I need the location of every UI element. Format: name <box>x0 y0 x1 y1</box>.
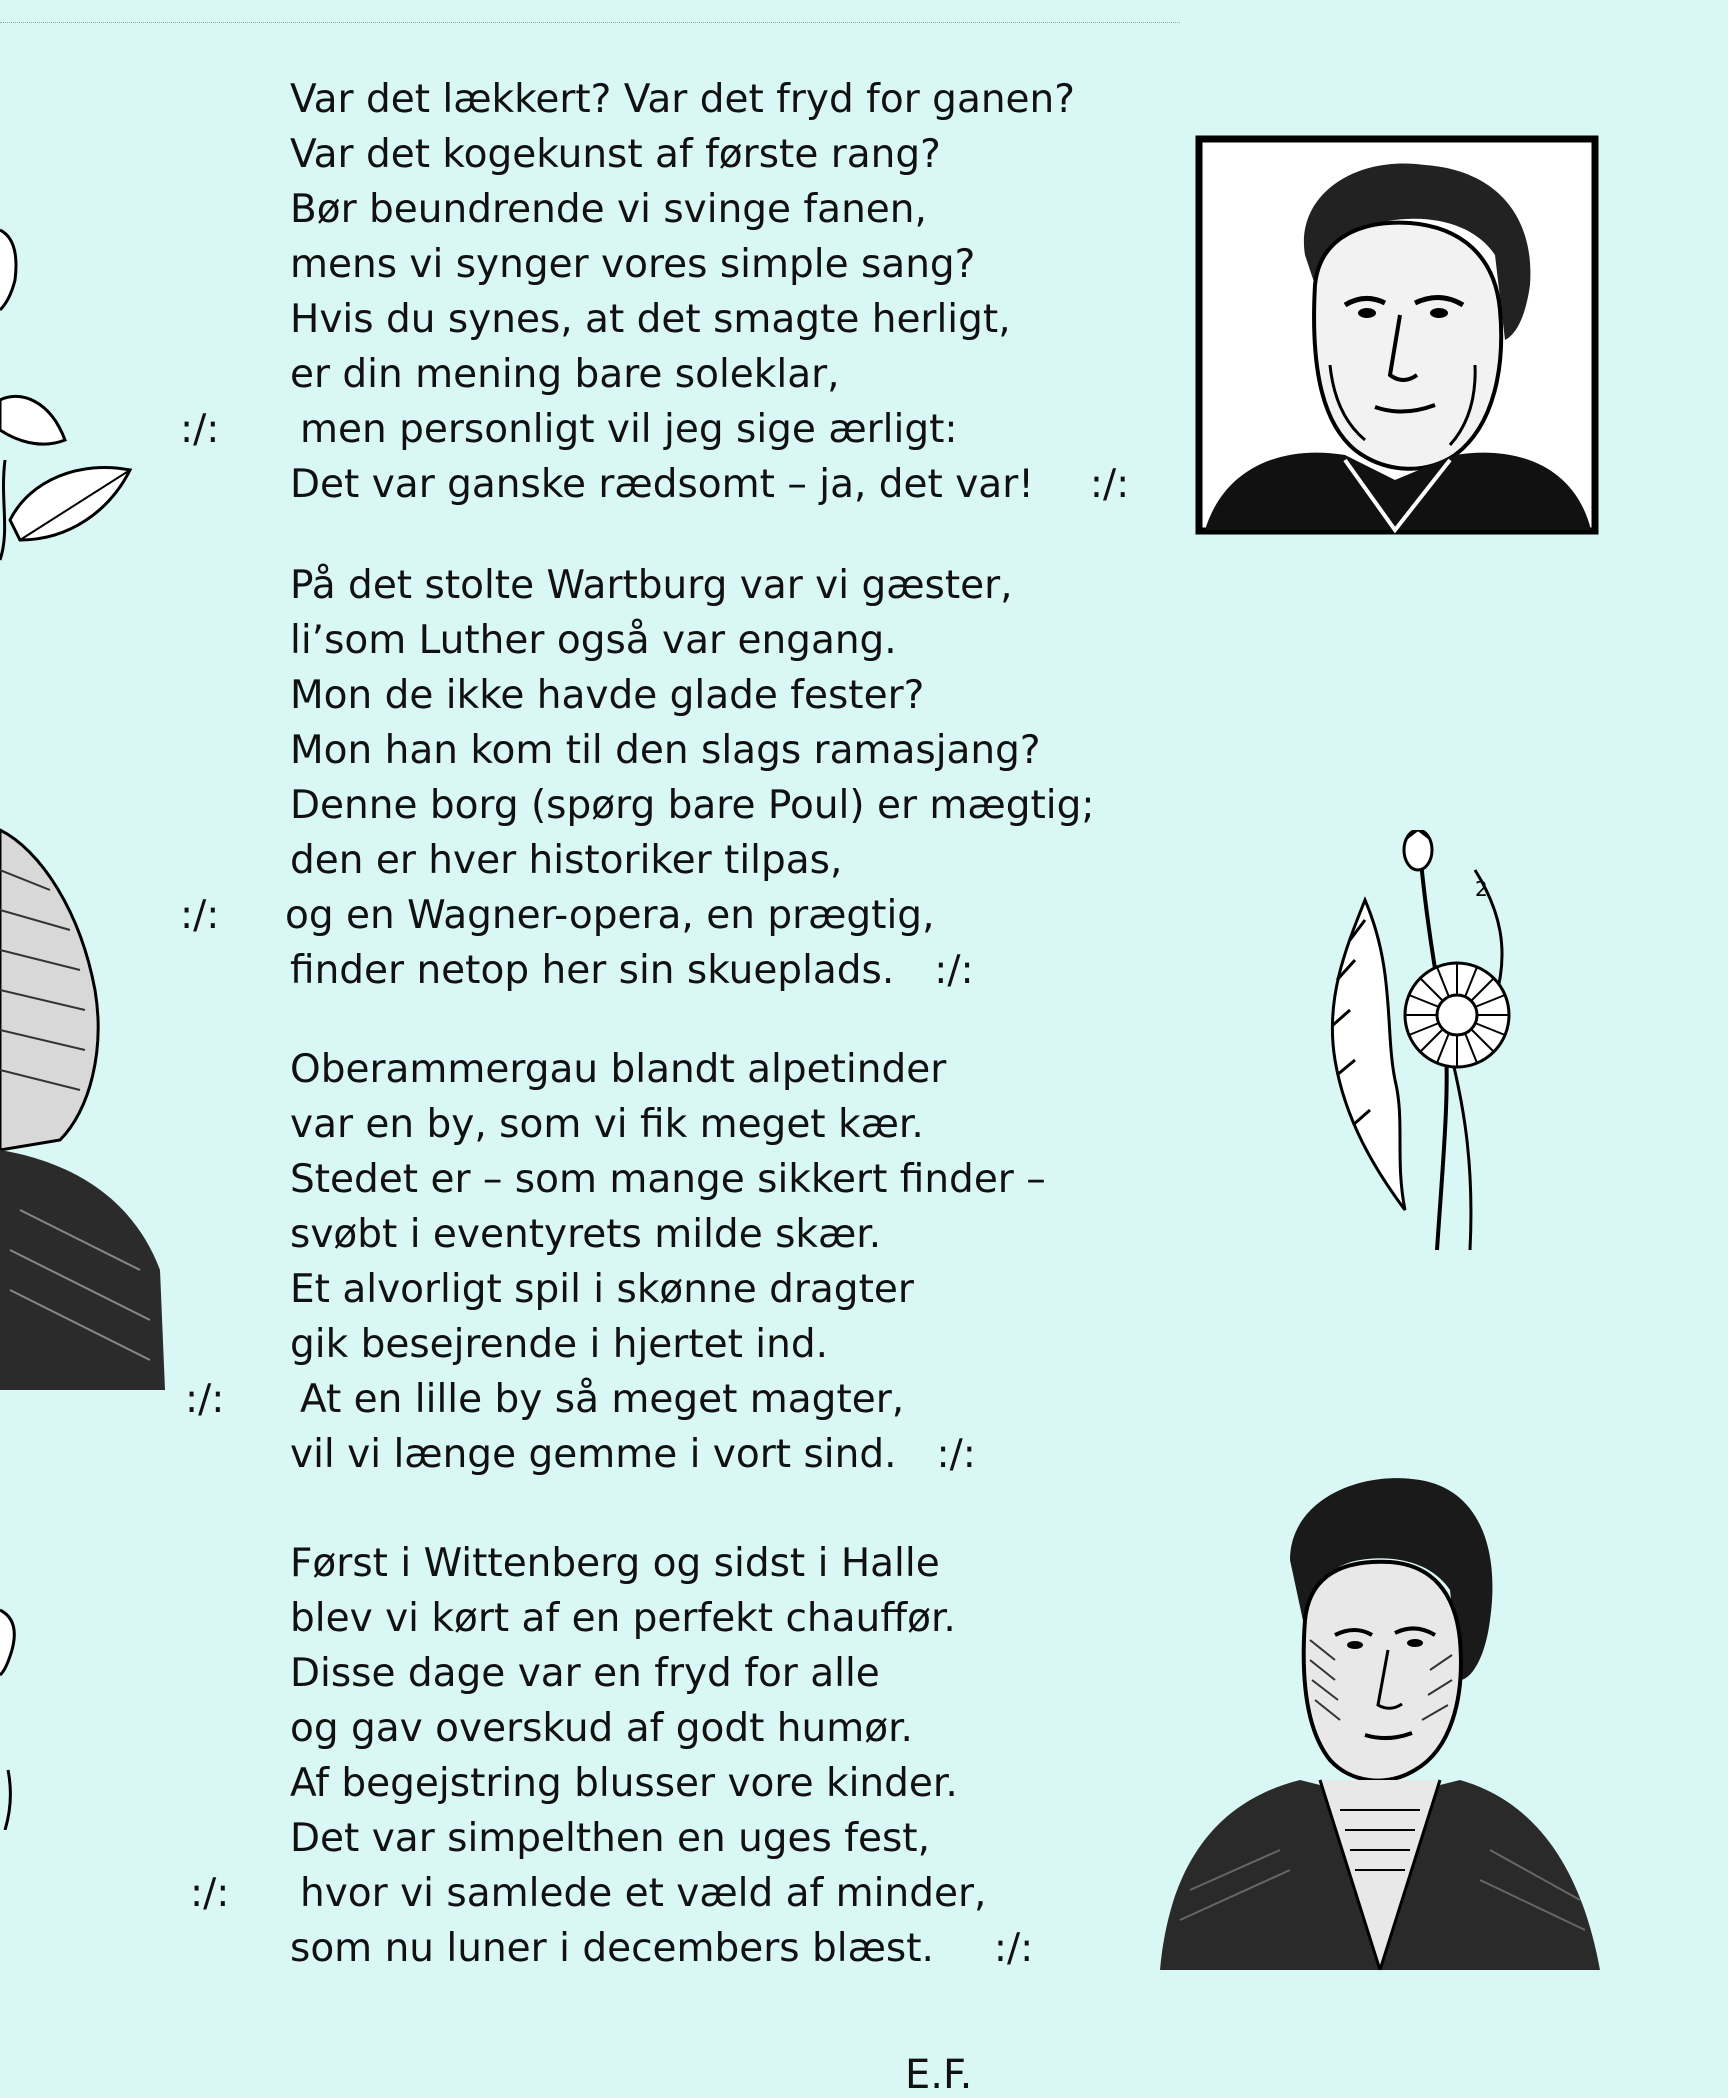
verse-line: :/: At en lille by så meget magter, <box>290 1372 1190 1427</box>
verse-line: og gav overskud af godt humør. <box>290 1706 913 1751</box>
verse-line: Et alvorligt spil i skønne dragter <box>290 1267 914 1312</box>
verse-line: vil vi længe gemme i vort sind. :/: <box>290 1432 976 1477</box>
top-rule <box>0 22 1180 23</box>
verse-line: Det var ganske rædsomt – ja, det var! :/: <box>290 462 1130 507</box>
verse-line: Disse dage var en fryd for alle <box>290 1651 880 1696</box>
stanza-4 <box>190 1536 1190 1976</box>
verse-line: :/: hvor vi samlede et væld af minder, <box>290 1866 1190 1921</box>
verse-line: den er hver historiker tilpas, <box>290 838 843 883</box>
verse-line: Denne borg (spørg bare Poul) er mægtig; <box>290 783 1095 828</box>
repeat-start-mark: :/: <box>185 1377 225 1422</box>
verse-line: Stedet er – som mange sikkert finder – <box>290 1157 1046 1202</box>
framed-portrait-illustration <box>1195 135 1601 537</box>
verse-line: :/: men personligt vil jeg sige ærligt: <box>290 402 1190 457</box>
engraved-portrait-illustration <box>1160 1470 1600 1970</box>
author-signature: E.F. <box>905 2052 973 2098</box>
leaf-illustration-partial <box>0 200 140 580</box>
verse-line: Først i Wittenberg og sidst i Halle <box>290 1541 940 1586</box>
verse-line: svøbt i eventyrets milde skær. <box>290 1212 882 1257</box>
verse-line: Bør beundrende vi svinge fanen, <box>290 187 927 232</box>
verse-line: Oberammergau blandt alpetinder <box>290 1047 947 1092</box>
verse-line: Var det lækkert? Var det fryd for ganen? <box>290 77 1075 122</box>
verse-line: Af begejstring blusser vore kinder. <box>290 1761 958 1806</box>
repeat-start-mark: :/: <box>180 407 220 452</box>
flower-icon <box>1325 830 1535 1260</box>
verse-line: mens vi synger vores simple sang? <box>290 242 976 287</box>
verse-line: som nu luner i decembers blæst. :/: <box>290 1926 1034 1971</box>
verse-line: Det var simpelthen en uges fest, <box>290 1816 930 1861</box>
verse-line: blev vi kørt af en perfekt chauffør. <box>290 1596 956 1641</box>
flower-illustration-partial <box>0 1590 40 1830</box>
verse-line: Mon de ikke havde glade fester? <box>290 673 925 718</box>
stanza-1 <box>180 72 1190 512</box>
repeat-end-mark: :/: <box>1089 462 1130 507</box>
verse-line: gik besejrende i hjertet ind. <box>290 1322 829 1367</box>
portrait-icon <box>1195 135 1601 537</box>
verse-line: var en by, som vi fik meget kær. <box>290 1102 924 1147</box>
repeat-end-mark: :/: <box>934 948 974 993</box>
stanza-2 <box>180 558 1190 998</box>
verse-line: På det stolte Wartburg var vi gæster, <box>290 563 1013 608</box>
repeat-start-mark: :/: <box>180 893 220 938</box>
verse-line: Hvis du synes, at det smagte herligt, <box>290 297 1011 342</box>
stanza-3 <box>185 1042 1190 1482</box>
repeat-end-mark: :/: <box>993 1926 1034 1971</box>
verse-line: Mon han kom til den slags ramasjang? <box>290 728 1041 773</box>
verse-line: Var det kogekunst af første rang? <box>290 132 941 177</box>
repeat-start-mark: :/: <box>190 1871 230 1916</box>
portrait-icon <box>1160 1470 1600 1970</box>
verse-line: :/: og en Wagner-opera, en prægtig, <box>285 888 1190 943</box>
portrait-illustration-partial <box>0 810 165 1390</box>
verse-line: finder netop her sin skueplads. :/: <box>290 948 974 993</box>
dandelion-illustration <box>1325 830 1535 1260</box>
verse-line: er din mening bare soleklar, <box>290 352 840 397</box>
leaf-icon <box>0 200 140 580</box>
verse-line: li’som Luther også var engang. <box>290 618 897 663</box>
figure-label: 2 <box>1475 877 1488 901</box>
portrait-icon <box>0 810 165 1390</box>
repeat-end-mark: :/: <box>936 1432 976 1477</box>
flower-icon <box>0 1590 40 1830</box>
